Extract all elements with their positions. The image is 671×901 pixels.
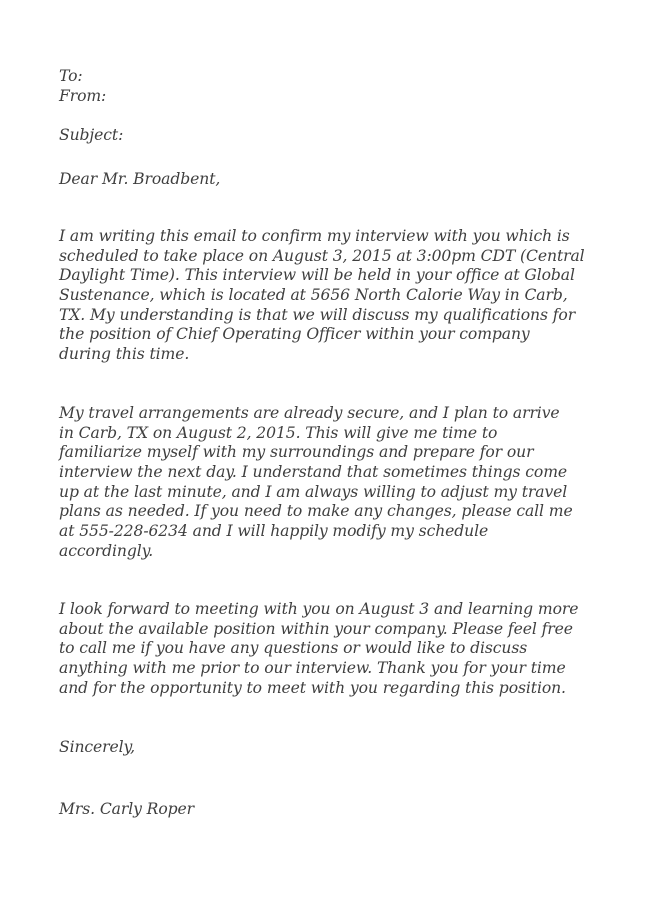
paragraph-line: up at the last minute, and I am always willing to adjust my travel bbox=[59, 482, 568, 501]
to-label: To: bbox=[59, 67, 83, 85]
paragraph-line: familiarize myself with my surroundings and prepare for our bbox=[59, 443, 534, 462]
paragraph-3 bbox=[59, 600, 659, 698]
paragraph-line: interview the next day. I understand that sometimes things come bbox=[59, 462, 568, 481]
paragraph-line: I am writing this email to confirm my interview with you which is bbox=[59, 227, 570, 245]
subject-label: Subject: bbox=[59, 126, 124, 144]
signature: Mrs. Carly Roper bbox=[59, 800, 194, 818]
paragraph-line: during this time. bbox=[59, 344, 190, 363]
paragraph-line: and for the opportunity to meet with you regarding this position. bbox=[59, 678, 566, 697]
paragraph-line: to call me if you have any questions or would like to discuss bbox=[59, 639, 528, 658]
paragraph-line: I look forward to meeting with you on August 3 and learning more bbox=[59, 600, 579, 618]
paragraph-line: Daylight Time). This interview will be held in your office at Global bbox=[59, 266, 575, 285]
paragraph-line: at 555-228-6234 and I will happily modify my schedule bbox=[59, 521, 489, 540]
paragraph-line: scheduled to take place on August 3, 2015 at 3:00pm CDT (Central bbox=[59, 246, 585, 265]
from-label: From: bbox=[59, 87, 107, 105]
paragraph-line: plans as needed. If you need to make any changes, please call me bbox=[59, 502, 573, 521]
closing: Sincerely, bbox=[59, 738, 136, 756]
paragraph-line: about the available position within your company. Please feel free bbox=[59, 619, 573, 638]
paragraph-2 bbox=[59, 404, 659, 561]
paragraph-line: TX. My understanding is that we will discuss my qualifications for bbox=[59, 305, 576, 324]
paragraph-line: accordingly. bbox=[59, 541, 154, 560]
paragraph-line: My travel arrangements are already secure, and I plan to arrive bbox=[59, 404, 560, 422]
paragraph-line: the position of Chief Operating Officer within your company bbox=[59, 325, 530, 344]
salutation: Dear Mr. Broadbent, bbox=[59, 170, 221, 188]
paragraph-line: Sustenance, which is located at 5656 North Calorie Way in Carb, bbox=[59, 285, 568, 304]
paragraph-line: anything with me prior to our interview. Thank you for your time bbox=[59, 658, 566, 677]
paragraph-1 bbox=[59, 227, 659, 365]
paragraph-line: in Carb, TX on August 2, 2015. This will give me time to bbox=[59, 423, 498, 442]
